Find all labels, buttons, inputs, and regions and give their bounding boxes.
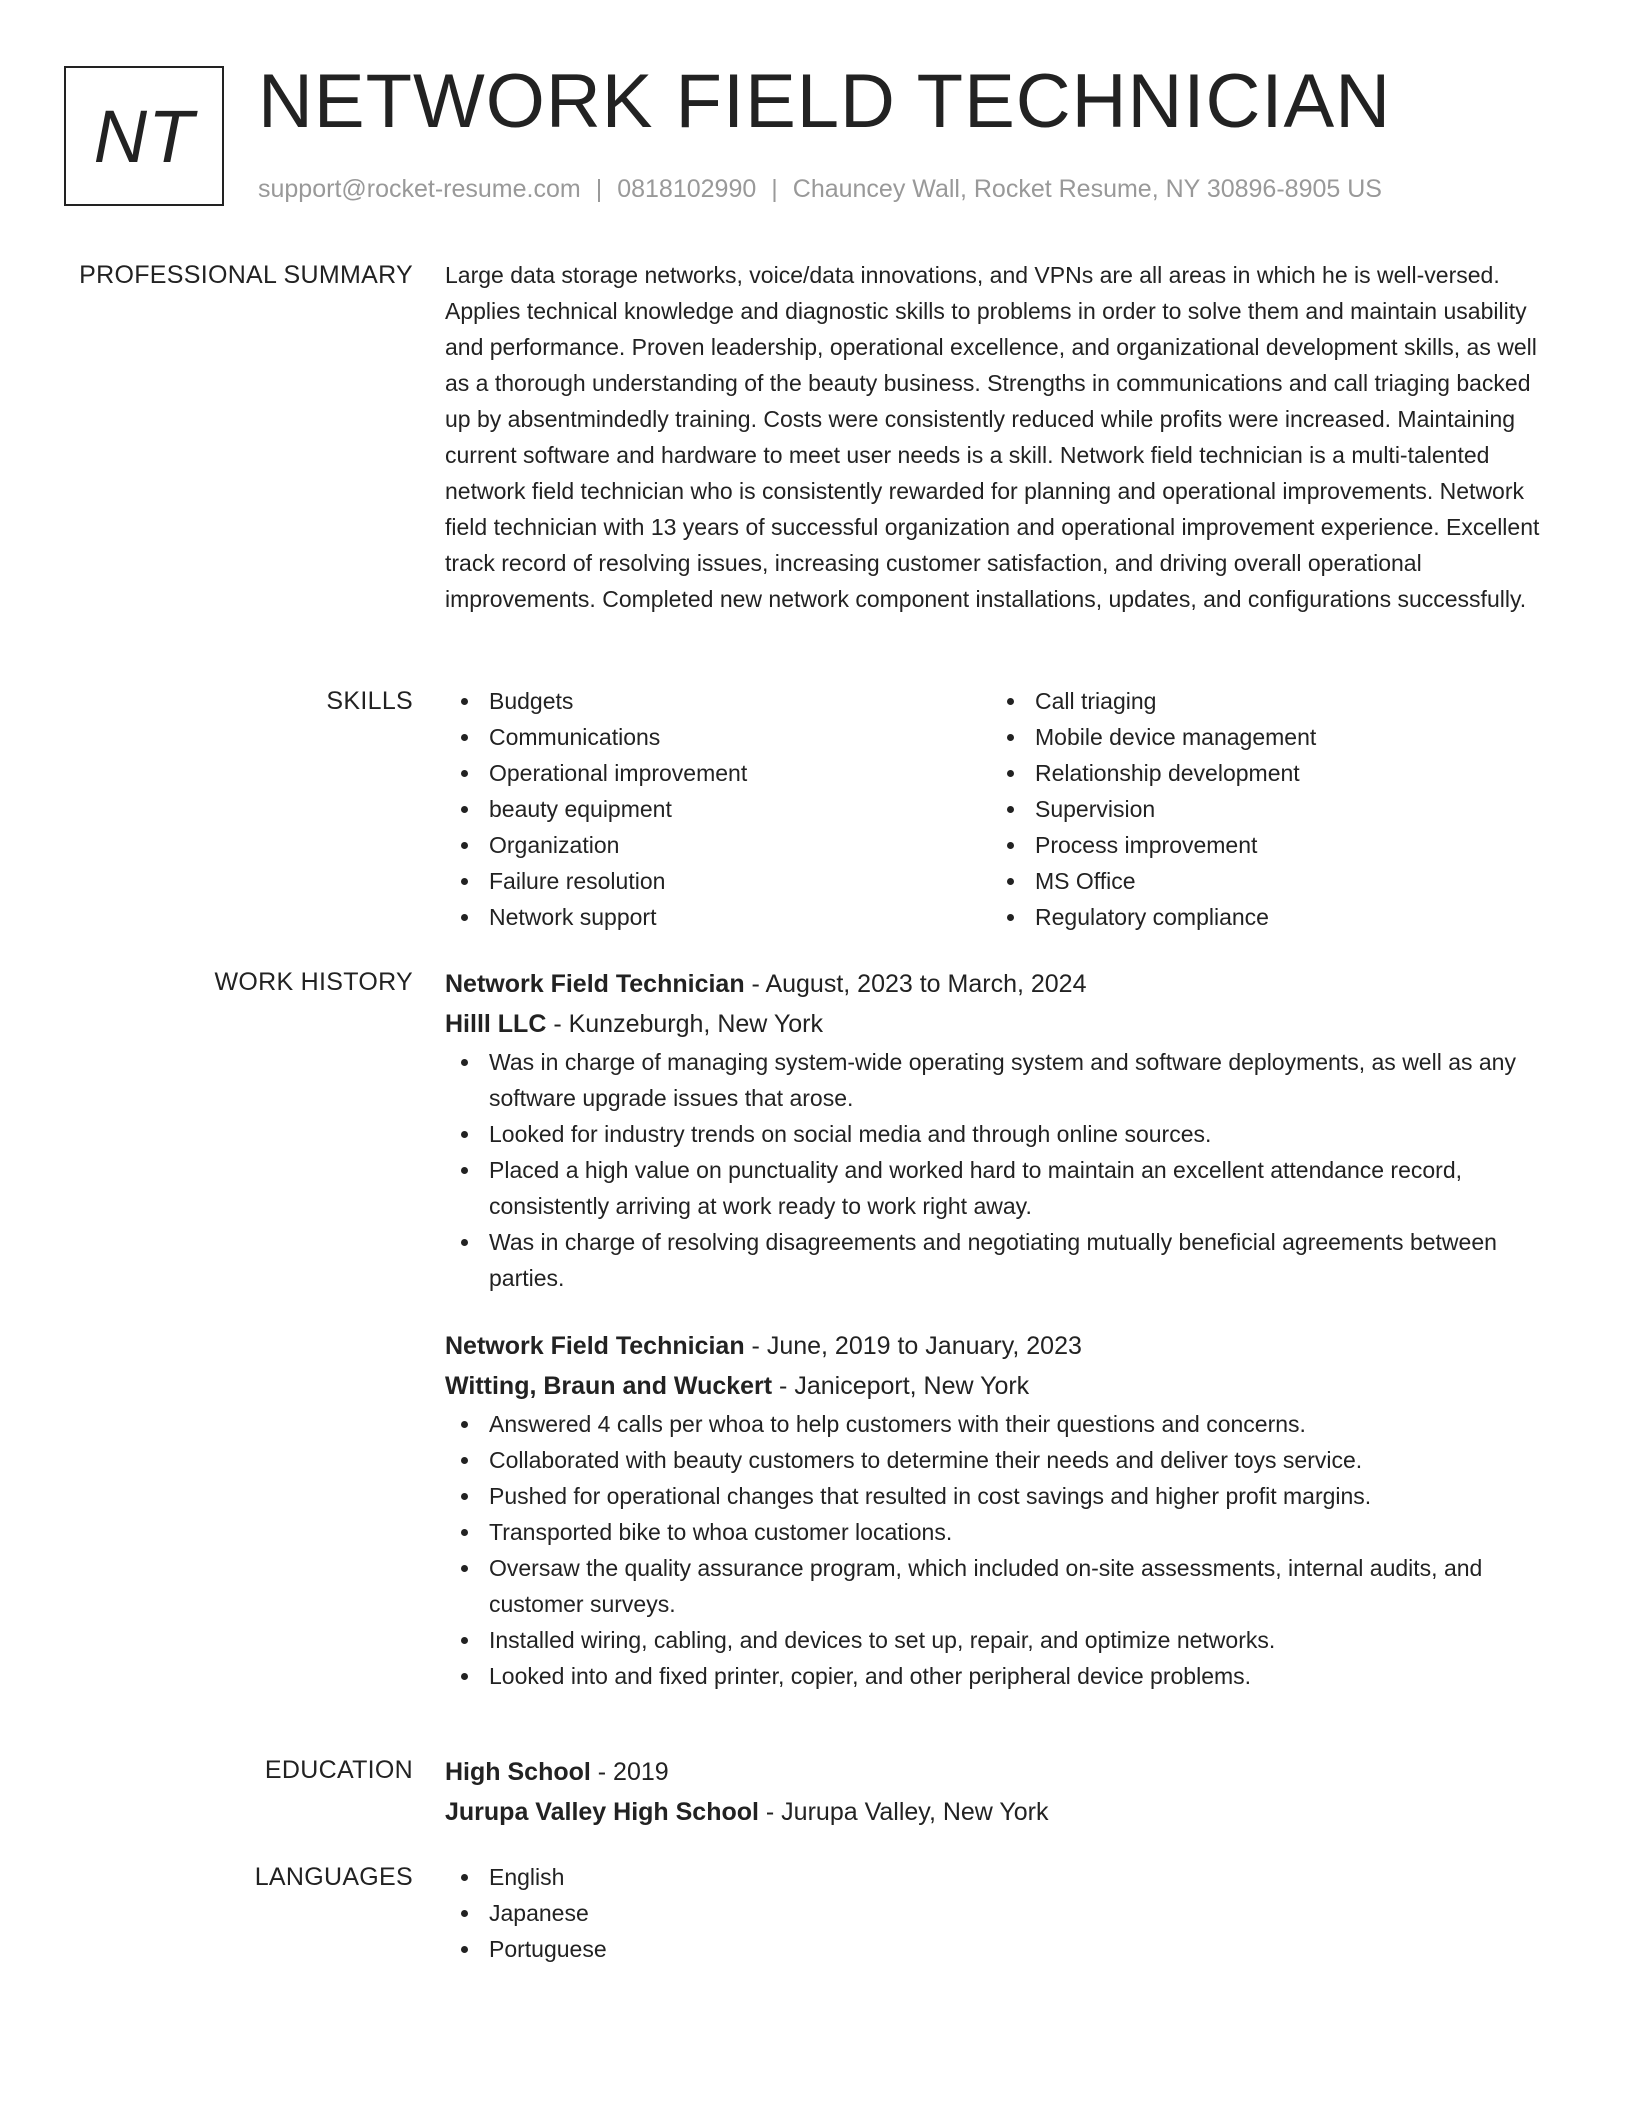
education-label: EDUCATION xyxy=(264,1756,413,1784)
job-bullet: Answered 4 calls per whoa to help customers with their questions and concerns. xyxy=(445,1406,1555,1442)
skill-item: Communications xyxy=(445,719,991,755)
skills-list-left xyxy=(445,683,991,935)
contact-line xyxy=(258,174,1382,204)
skill-item: Organization xyxy=(445,827,991,863)
job-bullet: Pushed for operational changes that resulted in cost savings and higher profit margins. xyxy=(445,1478,1555,1514)
job-company: Hilll LLC xyxy=(445,1010,547,1038)
job-bullet: Placed a high value on punctuality and worked hard to maintain an excellent attendance record, consistently arriving at work ready to work right away. xyxy=(445,1152,1555,1224)
skill-item: beauty equipment xyxy=(445,791,991,827)
contact-separator: | xyxy=(771,175,778,203)
job-bullet: Looked into and fixed printer, copier, and other peripheral device problems. xyxy=(445,1658,1555,1694)
languages-label: LANGUAGES xyxy=(254,1863,413,1891)
education-school-line xyxy=(445,1792,1555,1832)
work-history-label: WORK HISTORY xyxy=(214,968,413,996)
job-title: Network Field Technician xyxy=(445,970,745,998)
job-company-line xyxy=(445,1366,1555,1406)
job-bullet: Looked for industry trends on social media and through online sources. xyxy=(445,1116,1555,1152)
skill-item: Budgets xyxy=(445,683,991,719)
skills-list-right xyxy=(991,683,1537,935)
languages-list xyxy=(445,1859,1555,1967)
job-dates: - August, 2023 to March, 2024 xyxy=(744,970,1087,998)
job-title: Network Field Technician xyxy=(445,1332,745,1360)
summary-body xyxy=(445,257,1555,617)
job-bullet: Installed wiring, cabling, and devices to set up, repair, and optimize networks. xyxy=(445,1622,1555,1658)
contact-email: support@rocket-resume.com xyxy=(258,175,581,203)
skill-item: Operational improvement xyxy=(445,755,991,791)
job-entry xyxy=(445,1326,1555,1694)
skill-item: Supervision xyxy=(991,791,1537,827)
job-company-line xyxy=(445,1004,1555,1044)
education-location: - Jurupa Valley, New York xyxy=(758,1798,1049,1826)
language-item: Portuguese xyxy=(445,1931,1555,1967)
job-dates: - June, 2019 to January, 2023 xyxy=(744,1332,1082,1360)
summary-text: Large data storage networks, voice/data innovations, and VPNs are all areas in which he is well-versed. Applies technical knowledge and diagnostic skills to problems in order to solve them and maintain usability and performance. Proven leadership, operational excellence, and organizational development skills, as well as a thorough understanding of the beauty business. Strengths in communications and call triaging backed up by absentmindedly training. Costs were consistently reduced while profits were increased. Maintaining current software and hardware to meet user needs is a skill. Network field technician is a multi-talented network field technician who is consistently rewarded for planning and operational improvements. Network field technician with 13 years of successful organization and operational improvement experience. Excellent track record of resolving issues, increasing customer satisfaction, and driving overall operational improvements. Completed new network component installations, updates, and configurations successfully. xyxy=(445,262,1540,612)
skill-item: Network support xyxy=(445,899,991,935)
contact-address: Chauncey Wall, Rocket Resume, NY 30896-8905 US xyxy=(792,175,1382,203)
skill-item: Failure resolution xyxy=(445,863,991,899)
monogram-badge: NT xyxy=(64,66,224,206)
job-bullet: Transported bike to whoa customer locations. xyxy=(445,1514,1555,1550)
languages-body xyxy=(445,1859,1555,1967)
candidate-name: NETWORK FIELD TECHNICIAN xyxy=(258,59,1392,144)
skills-label: SKILLS xyxy=(326,687,413,715)
language-item: English xyxy=(445,1859,1555,1895)
job-title-line xyxy=(445,964,1555,1004)
skills-body xyxy=(445,683,1555,935)
language-item: Japanese xyxy=(445,1895,1555,1931)
job-bullet: Was in charge of resolving disagreements and negotiating mutually beneficial agreements between parties. xyxy=(445,1224,1555,1296)
skill-item: Regulatory compliance xyxy=(991,899,1537,935)
job-bullet: Collaborated with beauty customers to determine their needs and deliver toys service. xyxy=(445,1442,1555,1478)
contact-phone: 0818102990 xyxy=(617,175,757,203)
education-degree-line xyxy=(445,1752,1555,1792)
education-year: - 2019 xyxy=(590,1758,669,1786)
job-bullet: Oversaw the quality assurance program, which included on-site assessments, internal audits, and customer surveys. xyxy=(445,1550,1555,1622)
job-company: Witting, Braun and Wuckert xyxy=(445,1372,773,1400)
education-degree: High School xyxy=(445,1758,591,1786)
job-location: - Kunzeburgh, New York xyxy=(546,1010,823,1038)
skill-item: MS Office xyxy=(991,863,1537,899)
education-school: Jurupa Valley High School xyxy=(445,1798,759,1826)
skills-columns xyxy=(445,683,1555,935)
job-bullet: Was in charge of managing system-wide operating system and software deployments, as well as any software upgrade issues that arose. xyxy=(445,1044,1555,1116)
job-bullets xyxy=(445,1406,1555,1694)
summary-label: PROFESSIONAL SUMMARY xyxy=(79,261,413,289)
job-bullets xyxy=(445,1044,1555,1296)
job-entry xyxy=(445,964,1555,1296)
job-location: - Janiceport, New York xyxy=(772,1372,1030,1400)
skill-item: Relationship development xyxy=(991,755,1537,791)
skill-item: Mobile device management xyxy=(991,719,1537,755)
work-history-body xyxy=(445,964,1555,1694)
education-body xyxy=(445,1752,1555,1832)
job-title-line xyxy=(445,1326,1555,1366)
skill-item: Call triaging xyxy=(991,683,1537,719)
skill-item: Process improvement xyxy=(991,827,1537,863)
contact-separator: | xyxy=(595,175,603,203)
